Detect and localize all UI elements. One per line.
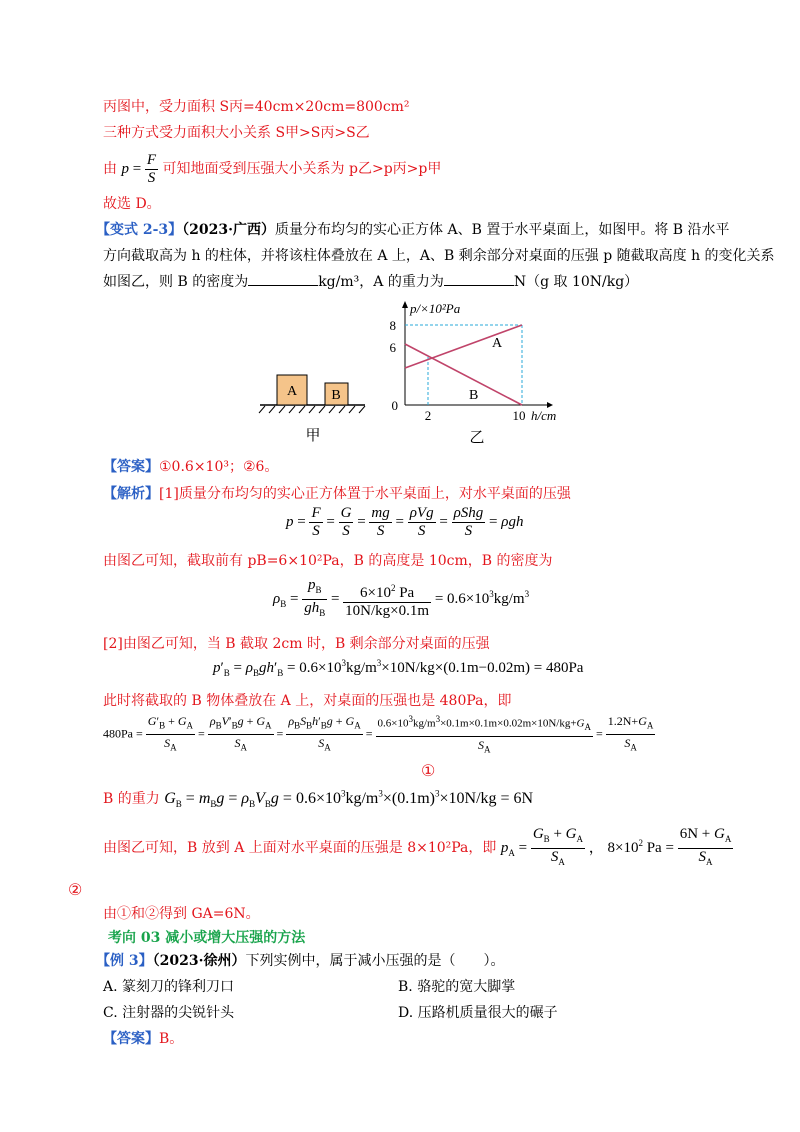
section-title: 考向 03 减小或增大压强的方法	[108, 930, 306, 946]
formula-pressure: p = $\frac{F}{S}$ = $\frac{G}{S}$ = $\frac{mg}{S}$ = $\frac{\text{ρVg}}{S}$ = $\frac{\text{ρShg}}{S}$ = ρgh	[286, 505, 524, 539]
analysis-line-5: B 的重力 $G_B = m_Bg = \rho_BV_Bg = 0.6\times 10^3kg/m^3\times(0.1m)^3\times 10N/kg = 6N$	[103, 788, 534, 810]
formula-480: $p'_B = \rho_Bgh'_B = 0.6\times 10^3kg/m^3\times 10N/kg\times(0.1m-0.02m) = 480Pa$	[213, 658, 584, 678]
problem-line-1: 【变式 2-3】（2023·广西）质量分布均匀的实心正方体 A、B 置于水平桌面上，如图甲。将 B 沿水平	[96, 222, 730, 238]
tick-x2: 2	[424, 408, 432, 423]
example-question: 【例 3】（2023·徐州）下列实例中，属于减小压强的是（ ）。	[96, 953, 505, 969]
problem-line-2: 方向截取高为 h 的柱体，并将该柱体叠放在 A 上，A、B 剩余部分对桌面的压强 p 随截取高度 h 的变化关系	[103, 248, 775, 264]
line-b-label: B	[469, 388, 479, 403]
line-b	[405, 344, 522, 405]
tick-y0: 0	[391, 398, 398, 413]
formula-equation-1: 480Pa = $\frac{G'_B + G_A}{S_A}$ = $\frac{\rho_BV'_Bg + G_A}{S_A}$ = $\frac{\rho_BS_Bh'_Bg + G_A}{S_A}$ = $\frac{0.6\times 10^3kg/m^3\times 0.1m\times 0.1m\times 0.02m\times 10N/kg+G_A}{S_A}$ = $\frac{1.2N+G_A}{S_A}$	[103, 711, 655, 758]
analysis-line-6: 由图乙可知，B 放到 A 上面对水平桌面的压强是 8×10²Pa，即 $p_A$ = $\frac{G_B + G_A}{S_A}$ ， $8\times 10^2$ Pa = $\frac{6N + G_A}{S_A}$	[103, 826, 732, 867]
circle-label-2: ②	[68, 880, 83, 899]
block-a-label: A	[286, 384, 298, 399]
tick-x10: 10	[512, 408, 526, 423]
option-d[interactable]: D. 压路机质量很大的碾子	[398, 1005, 558, 1021]
y-axis-arrow	[402, 301, 408, 308]
analysis-line-4: 此时将截取的 B 物体叠放在 A 上，对桌面的压强也是 480Pa，即	[103, 693, 512, 709]
prev-line-2: 三种方式受力面积大小关系 S甲>S丙>S乙	[103, 125, 370, 141]
answer-line: 【答案】①0.6×10³；②6。	[103, 459, 279, 475]
block-b-label: B	[331, 388, 341, 403]
option-c[interactable]: C. 注射器的尖锐针头	[103, 1005, 235, 1021]
figure	[255, 300, 575, 450]
analysis-line-3: [2]由图乙可知，当 B 截取 2cm 时，B 剩余部分对桌面的压强	[103, 636, 490, 652]
jia-label: 甲	[305, 426, 321, 444]
line-a-label: A	[492, 336, 503, 351]
analysis-line-2: 由图乙可知，截取前有 pB=6×10²Pa，B 的高度是 10cm，B 的密度为	[103, 553, 553, 569]
ground-hatch	[259, 406, 365, 413]
problem-line-3: 如图乙，则 B 的密度为 kg/m³，A 的重力为 N（g 取 10N/kg）	[103, 274, 639, 290]
analysis-line-7: 由①和②得到 GA=6N。	[103, 906, 260, 922]
prev-line-1: 丙图中，受力面积 S丙=40cm×20cm=800cm²	[103, 99, 410, 115]
example-answer: 【答案】B。	[103, 1031, 184, 1047]
x-axis-label: h/cm	[531, 408, 557, 423]
yi-label: 乙	[469, 428, 485, 446]
tick-y8: 8	[389, 318, 396, 333]
line-a	[405, 325, 522, 368]
prev-line-3: 由 p = $\frac{F}{S}$ 可知地面受到压强大小关系为 p乙>p丙>p甲	[103, 152, 442, 186]
analysis-line-1: 【解析】[1]质量分布均匀的实心正方体置于水平桌面上，对水平桌面的压强	[103, 486, 571, 502]
tick-y6: 6	[389, 340, 396, 355]
prev-line-4: 故选 D。	[103, 196, 161, 212]
circle-label-1: ①	[421, 761, 436, 780]
option-a[interactable]: A. 篆刻刀的锋利刀口	[103, 979, 235, 995]
formula-density: $\rho_B$ = $\frac{p_B}{gh_B}$ = $\frac{6\times 10^2 Pa}{10N/kg\times 0.1m}$ = $0.6\times 10^3kg/m^3$	[273, 577, 530, 619]
y-axis-label: p/×10²Pa	[410, 301, 461, 316]
option-b[interactable]: B. 骆驼的宽大脚掌	[398, 979, 516, 995]
answer-blank-1[interactable]	[248, 273, 318, 286]
answer-blank-2[interactable]	[444, 273, 514, 286]
